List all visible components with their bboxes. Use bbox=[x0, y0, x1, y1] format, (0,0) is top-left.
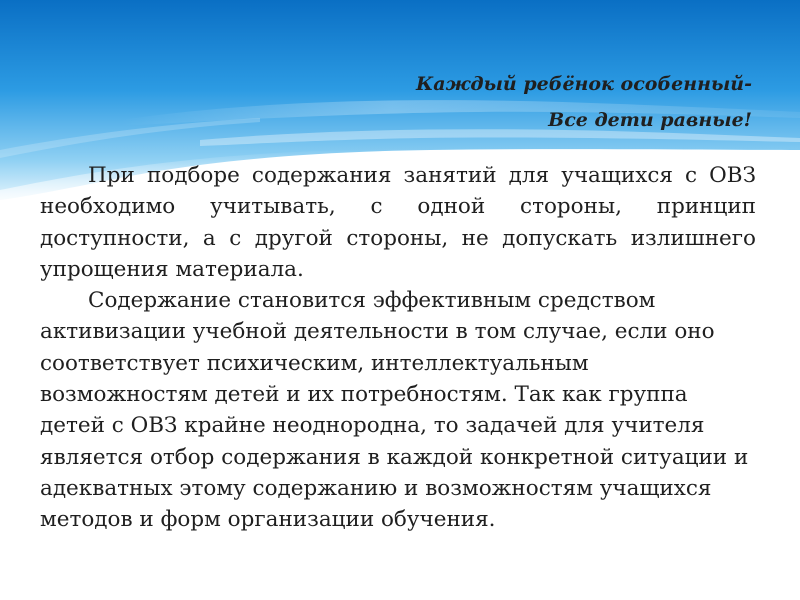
paragraph-2: Содержание становится эффективным средством активизации учебной деятельности в том случае, если оно соответствует психическим, интеллектуальным возможностям детей и их потребностям. Так как группа детей с ОВЗ крайне неоднородна, то задачей для учителя является отбор содержания в каждой конкретной ситуации и адекватных этому содержанию и возможностям учащихся методов и форм организации обучения. bbox=[40, 288, 749, 533]
slide-heading bbox=[232, 66, 752, 138]
slide-body bbox=[40, 160, 756, 536]
heading-line-1: Каждый ребёнок особенный- bbox=[415, 73, 752, 95]
heading-line-2: Все дети равные! bbox=[548, 109, 752, 131]
paragraph-1: При подборе содержания занятий для учащихся с ОВЗ необходимо учитывать, с одной стороны, принцип доступности, а с другой стороны, не допускать излишнего упрощения материала. bbox=[40, 163, 756, 282]
